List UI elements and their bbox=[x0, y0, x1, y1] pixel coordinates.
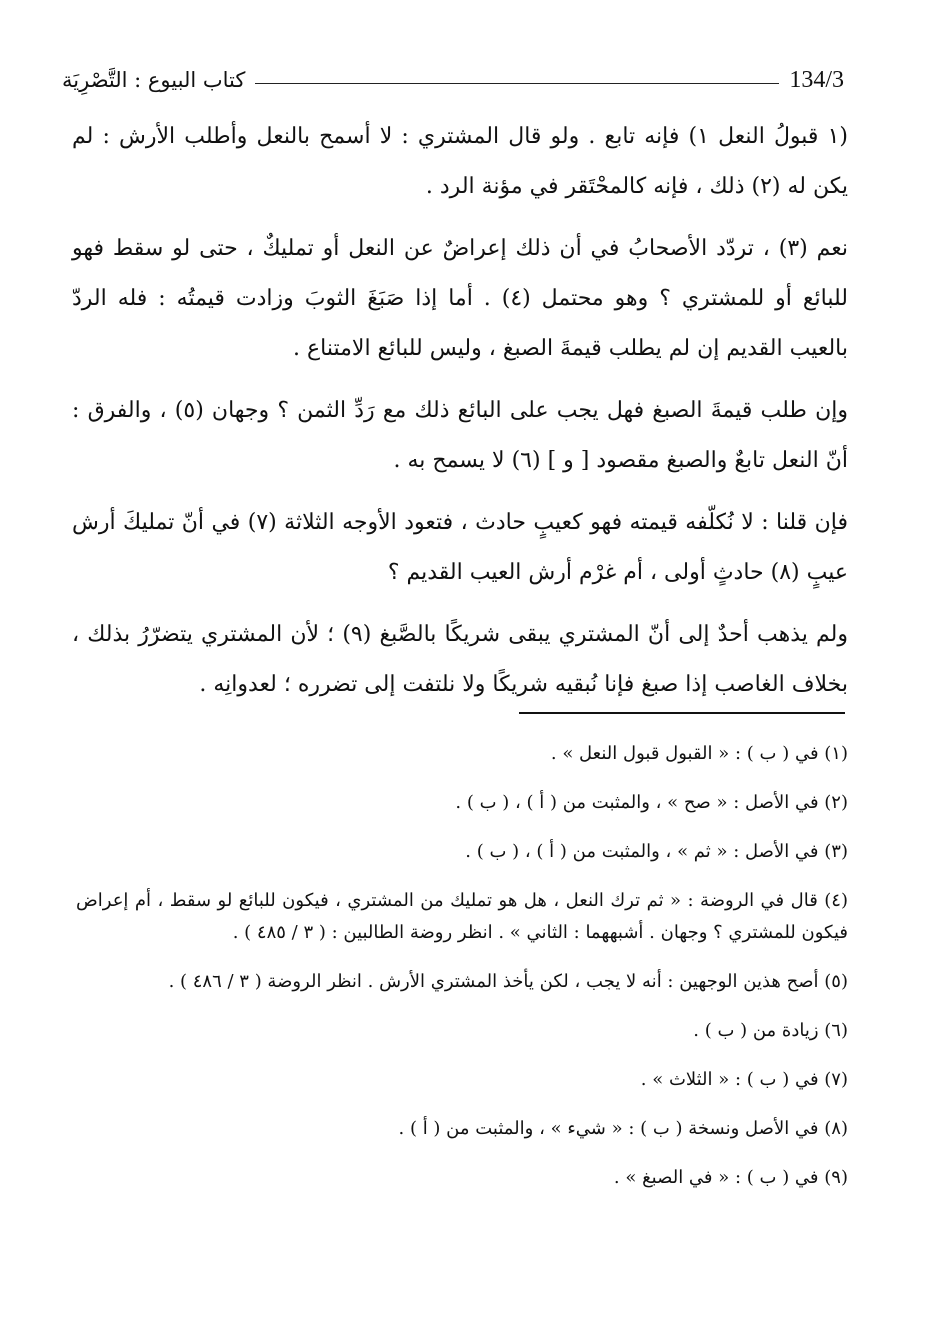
book-title: كتاب البيوع : التَّصْرِيَة bbox=[62, 68, 246, 92]
paragraph-2: نعم (٣) ، تردّد الأصحابُ في أن ذلك إعراضٌ عن النعل أو تمليكٌ ، حتى لو سقط فهو للبائع أو للمشتري ؟ وهو محتمل (٤) . أما إذا صَبَغَ الثوبَ وزادت قيمتُه : فله الردّ بالعيب القديم إن لم يطلب قيمةَ الصبغ ، وليس للبائع الامتناع . bbox=[72, 236, 848, 361]
page-number: 134/3 bbox=[789, 66, 844, 93]
header-rule bbox=[255, 83, 779, 84]
running-header bbox=[62, 60, 844, 100]
footnote-7: (٧) في ( ب ) : « الثلاث » . bbox=[640, 1069, 848, 1090]
footnote-9: (٩) في ( ب ) : « في الصبغ » . bbox=[613, 1167, 848, 1188]
footnote-6: (٦) زيادة من ( ب ) . bbox=[693, 1020, 848, 1041]
main-text bbox=[72, 112, 848, 722]
footnote-1: (١) في ( ب ) : « القبول قبول النعل » . bbox=[550, 743, 848, 764]
footnotes bbox=[76, 738, 848, 1211]
footnote-separator bbox=[519, 712, 845, 714]
paragraph-4: فإن قلنا : لا نُكلّفه قيمته فهو كعيبٍ حادث ، فتعود الأوجه الثلاثة (٧) في أنّ تمليكَ أرش عيبٍ (٨) حادثٍ أولى ، أم غرْم أرش العيب القديم ؟ bbox=[72, 510, 848, 585]
footnote-4: (٤) قال في الروضة : « ثم ترك النعل ، هل هو تمليك من المشتري ، فيكون للبائع لو سقط ، أم إعراض فيكون للمشتري ؟ وجهان . أشبههما : الثاني » . انظر روضة الطالبين : ( ٣ / ٤٨٥ ) . bbox=[76, 890, 848, 943]
footnote-5: (٥) أصح هذين الوجهين : أنه لا يجب ، لكن يأخذ المشتري الأرش . انظر الروضة ( ٣ / ٤٨٦ ) . bbox=[168, 971, 848, 992]
paragraph-5: ولم يذهب أحدٌ إلى أنّ المشتري يبقى شريكًا بالصَّبغ (٩) ؛ لأن المشتري يتضرّرُ بذلك ، بخلاف الغاصب إذا صبغ فإنا نُبقيه شريكًا ولا نلتفت إلى تضرره ؛ لعدوانِه . bbox=[72, 622, 848, 697]
footnote-3: (٣) في الأصل : « ثم » ، والمثبت من ( أ ) ، ( ب ) . bbox=[465, 841, 848, 862]
paragraph-1: (١ قبولُ النعل ١) فإنه تابع . ولو قال المشتري : لا أسمح بالنعل وأطلب الأرش : لم يكن له (٢) ذلك ، فإنه كالمحْتَقر في مؤنة الرد . bbox=[72, 124, 848, 199]
paragraph-3: وإن طلب قيمةَ الصبغ فهل يجب على البائع ذلك مع رَدِّ الثمن ؟ وجهان (٥) ، والفرق : أنّ النعل تابعٌ والصبغ مقصود [ و ] (٦) لا يسمح به . bbox=[72, 398, 848, 473]
footnote-2: (٢) في الأصل : « صح » ، والمثبت من ( أ ) ، ( ب ) . bbox=[455, 792, 848, 813]
footnote-8: (٨) في الأصل ونسخة ( ب ) : « شيء » ، والمثبت من ( أ ) . bbox=[398, 1118, 848, 1139]
